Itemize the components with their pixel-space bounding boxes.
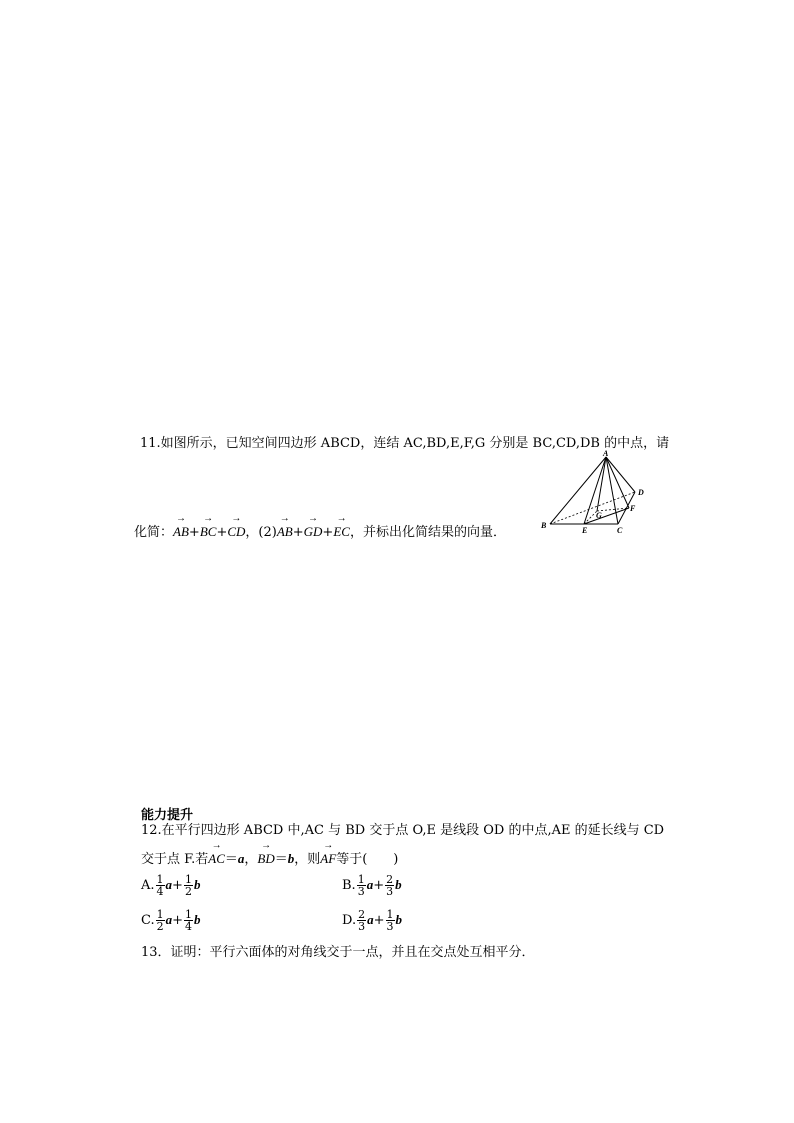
var-b: b bbox=[194, 912, 201, 927]
fraction: $\frac{1}{2}$ bbox=[156, 908, 164, 933]
plus-sign: + bbox=[188, 525, 200, 540]
var-a: a bbox=[237, 851, 245, 866]
plus-sign: + bbox=[216, 525, 228, 540]
label-g: G bbox=[596, 511, 602, 520]
option-c[interactable]: C. $\frac{1}{2}$ a+ $\frac{1}{4}$ b bbox=[141, 908, 201, 933]
vector-ab-1: → AB bbox=[173, 524, 189, 540]
tetrahedron-figure bbox=[538, 448, 654, 540]
fraction: $\frac{2}{3}$ bbox=[358, 908, 366, 933]
edge-ad bbox=[606, 457, 635, 492]
equals-sign: ＝ bbox=[224, 852, 238, 867]
q11-line1: 11.如图所示，已知空间四边形 ABCD，连结 AC,BD,E,F,G 分别是 BC,CD,DB 的中点，请 bbox=[140, 436, 670, 451]
option-c-label: C. bbox=[141, 913, 155, 928]
label-c: C bbox=[617, 526, 623, 535]
q11-line2 bbox=[134, 524, 506, 541]
section-heading: 能力提升 bbox=[141, 808, 194, 823]
fraction: $\frac{1}{4}$ bbox=[156, 873, 164, 898]
var-b: b bbox=[395, 877, 402, 892]
q12-line2-start: 交于点 F.若 bbox=[141, 852, 209, 867]
equals-sign: ＝ bbox=[274, 852, 288, 867]
option-a-label: A. bbox=[141, 878, 155, 893]
var-b: b bbox=[287, 851, 295, 866]
q11-prefix: 化简： bbox=[134, 525, 174, 540]
label-a: A bbox=[603, 449, 609, 458]
vector-bc: → BC bbox=[200, 524, 217, 540]
vector-gd: → GD bbox=[304, 524, 323, 540]
vector-bd: → BD bbox=[257, 851, 274, 867]
fraction: $\frac{2}{3}$ bbox=[386, 873, 394, 898]
plus-sign: + bbox=[292, 525, 304, 540]
var-b: b bbox=[395, 912, 402, 927]
var-a: a bbox=[366, 877, 374, 892]
q12-tail: 等于( ) bbox=[336, 852, 399, 867]
var-a: a bbox=[367, 912, 374, 927]
q12-line2 bbox=[141, 851, 398, 868]
label-d: D bbox=[638, 488, 644, 497]
segment-ae bbox=[584, 457, 606, 524]
var-a: a bbox=[165, 912, 173, 927]
q11-sep: ，(2) bbox=[245, 525, 277, 540]
option-a[interactable]: A. $\frac{1}{4}$ a+ $\frac{1}{2}$ b bbox=[141, 873, 201, 898]
label-b: B bbox=[541, 521, 547, 530]
q13-text: 13．证明：平行六面体的对角线交于一点，并且在交点处互相平分． bbox=[141, 945, 535, 960]
vector-ab-2: → AB bbox=[277, 524, 293, 540]
fraction: $\frac{1}{3}$ bbox=[386, 908, 394, 933]
var-a: a bbox=[165, 877, 173, 892]
q12-line1: 12.在平行四边形 ABCD 中,AC 与 BD 交于点 O,E 是线段 OD 的中点,AE 的延长线与 CD bbox=[141, 823, 665, 838]
vector-ec: → EC bbox=[333, 524, 350, 540]
vector-ac: → AC bbox=[208, 851, 225, 867]
option-b-label: B. bbox=[342, 878, 356, 893]
segment-ag bbox=[597, 457, 606, 511]
segment-af bbox=[606, 457, 629, 508]
label-f: F bbox=[630, 504, 636, 513]
var-b: b bbox=[193, 877, 201, 892]
option-b[interactable]: B. $\frac{1}{3}$ a+ $\frac{2}{3}$ b bbox=[342, 873, 402, 898]
fraction: $\frac{1}{3}$ bbox=[357, 873, 365, 898]
q11-suffix: ，并标出化简结果的向量． bbox=[349, 525, 506, 540]
fraction: $\frac{1}{2}$ bbox=[184, 873, 192, 898]
comma: ， bbox=[244, 852, 258, 867]
plus-sign: + bbox=[322, 525, 334, 540]
option-d[interactable]: D. $\frac{2}{3}$ a+ $\frac{1}{3}$ b bbox=[342, 908, 402, 933]
label-e: E bbox=[582, 526, 588, 535]
vector-af: → AF bbox=[320, 851, 336, 867]
fraction: $\frac{1}{4}$ bbox=[185, 908, 193, 933]
then-text: ，则 bbox=[294, 852, 321, 867]
option-d-label: D. bbox=[342, 913, 357, 928]
vector-cd: → CD bbox=[227, 524, 245, 540]
